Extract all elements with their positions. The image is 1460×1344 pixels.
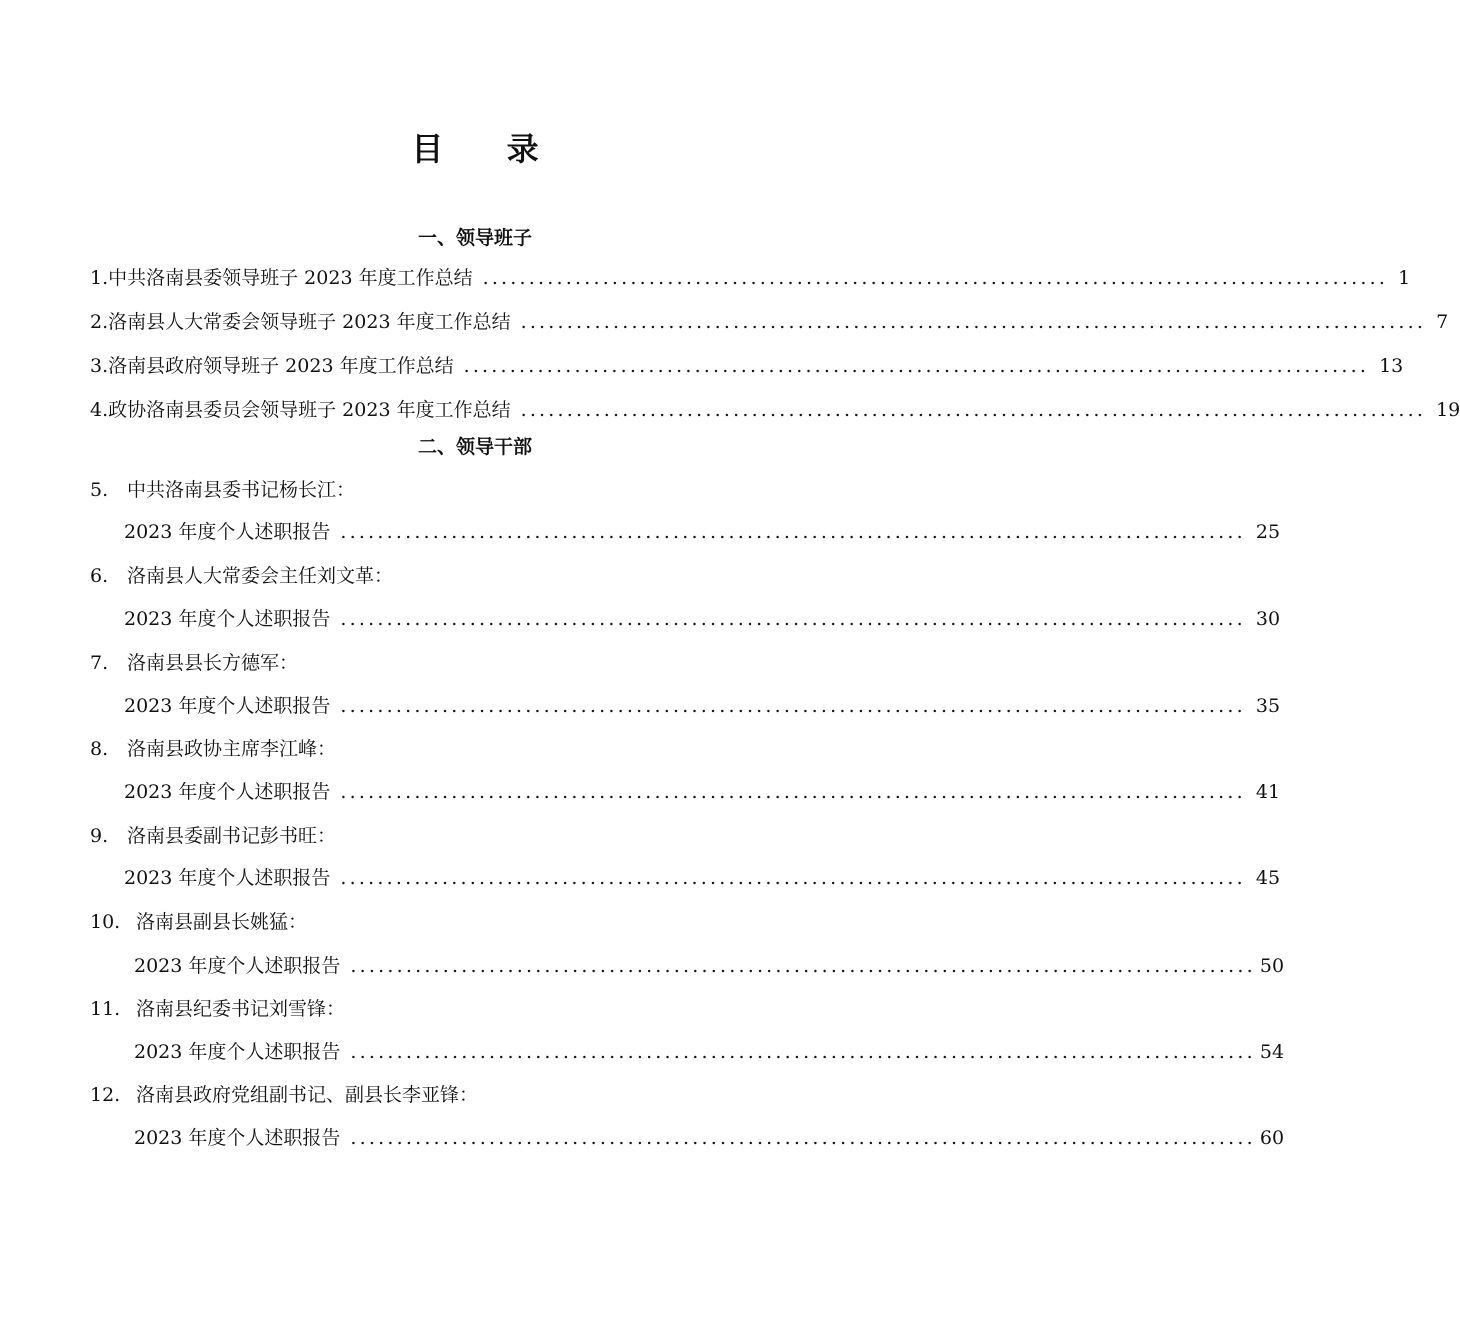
toc-entry[interactable] (90, 309, 1449, 335)
entry-number: 7. (90, 652, 109, 674)
entry-title: 洛南县人大常委会领导班子 2023 年度工作总结 (108, 311, 511, 333)
entry-number: 8. (90, 738, 109, 760)
toc-entry-name (90, 736, 336, 762)
entry-title: 2023 年度个人述职报告 (124, 608, 331, 630)
entry-title: 2023 年度个人述职报告 (124, 867, 331, 889)
entry-title: 2023 年度个人述职报告 (134, 955, 341, 977)
entry-title: 2023 年度个人述职报告 (134, 1041, 341, 1063)
toc-entry[interactable] (124, 606, 1281, 632)
toc-entry[interactable] (124, 693, 1281, 719)
toc-entry[interactable] (124, 779, 1281, 805)
dot-leader: .................................................................................................. (340, 521, 1246, 543)
entry-number: 10. (90, 911, 121, 933)
toc-entry-name (90, 650, 298, 676)
entry-number: 2. (90, 311, 109, 333)
entry-number: 9. (90, 825, 109, 847)
entry-number: 4. (90, 399, 109, 421)
entry-page-number: 7 (1436, 311, 1449, 333)
toc-entry[interactable] (90, 265, 1411, 291)
toc-entry[interactable] (134, 953, 1285, 979)
dot-leader: .................................................................................................. (350, 955, 1256, 977)
toc-entry[interactable] (90, 353, 1404, 379)
entry-person: 洛南县副县长姚猛： (136, 911, 308, 933)
toc-entry[interactable] (90, 397, 1460, 423)
entry-title: 2023 年度个人述职报告 (134, 1127, 341, 1149)
toc-entry-name (90, 823, 336, 849)
toc-entry[interactable] (124, 519, 1281, 545)
entry-person: 中共洛南县委书记杨长江： (127, 479, 356, 501)
entry-title: 洛南县政府领导班子 2023 年度工作总结 (108, 355, 454, 377)
toc-title: 目 录 (411, 130, 565, 168)
entry-number: 3. (90, 355, 109, 377)
toc-entry[interactable] (134, 1039, 1285, 1065)
entry-number: 12. (90, 1084, 121, 1106)
entry-title: 中共洛南县委领导班子 2023 年度工作总结 (108, 267, 473, 289)
dot-leader: .................................................................................................. (340, 781, 1246, 803)
toc-entry-name (90, 909, 307, 935)
entry-page-number: 54 (1259, 1041, 1285, 1063)
dot-leader: .................................................................................................. (340, 695, 1246, 717)
entry-person: 洛南县政协主席李江峰： (127, 738, 337, 760)
entry-page-number: 45 (1255, 867, 1281, 889)
entry-person: 洛南县政府党组副书记、副县长李亚锋： (136, 1084, 479, 1106)
toc-entry[interactable] (134, 1125, 1285, 1151)
entry-title: 2023 年度个人述职报告 (124, 695, 331, 717)
entry-page-number: 13 (1379, 355, 1404, 377)
entry-page-number: 60 (1259, 1127, 1285, 1149)
entry-number: 1. (90, 267, 109, 289)
entry-page-number: 19 (1436, 399, 1460, 421)
dot-leader: .................................................................................................. (340, 867, 1246, 889)
entry-person: 洛南县人大常委会主任刘文革： (127, 565, 394, 587)
entry-title: 2023 年度个人述职报告 (124, 781, 331, 803)
entry-page-number: 41 (1255, 781, 1281, 803)
dot-leader: .................................................................................................. (520, 399, 1427, 421)
entry-page-number: 1 (1398, 267, 1411, 289)
entry-page-number: 50 (1259, 955, 1285, 977)
entry-title: 政协洛南县委员会领导班子 2023 年度工作总结 (108, 399, 511, 421)
entry-title: 2023 年度个人述职报告 (124, 521, 331, 543)
entry-number: 5. (90, 479, 109, 501)
toc-entry-name (90, 477, 355, 503)
entry-person: 洛南县县长方德军： (127, 652, 299, 674)
entry-number: 6. (90, 565, 109, 587)
section-heading-leading-cadres: 二、领导干部 (417, 436, 532, 458)
entry-page-number: 25 (1255, 521, 1281, 543)
dot-leader: .................................................................................................. (482, 267, 1389, 289)
toc-entry-name (90, 996, 345, 1022)
entry-page-number: 35 (1255, 695, 1281, 717)
toc-entry[interactable] (124, 865, 1281, 891)
entry-page-number: 30 (1255, 608, 1281, 630)
dot-leader: .................................................................................................. (340, 608, 1246, 630)
entry-person: 洛南县委副书记彭书旺： (127, 825, 337, 847)
entry-number: 11. (90, 998, 121, 1020)
entry-person: 洛南县纪委书记刘雪锋： (136, 998, 346, 1020)
dot-leader: .................................................................................................. (350, 1127, 1256, 1149)
toc-entry-name (90, 1082, 478, 1108)
dot-leader: .................................................................................................. (350, 1041, 1256, 1063)
dot-leader: .................................................................................................. (520, 311, 1427, 333)
toc-entry-name (90, 563, 393, 589)
section-heading-leadership-teams: 一、领导班子 (417, 227, 532, 249)
dot-leader: .................................................................................................. (463, 355, 1370, 377)
